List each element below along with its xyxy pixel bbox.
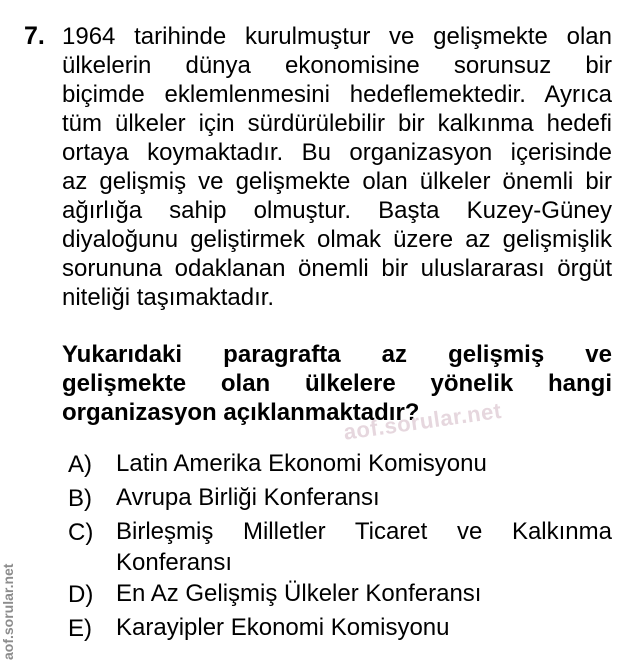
option-letter: E) xyxy=(68,615,92,642)
option-text xyxy=(116,482,612,513)
option-text xyxy=(116,448,612,479)
option-a[interactable] xyxy=(68,448,612,482)
option-c[interactable] xyxy=(68,516,612,578)
stem-line: biçimde eklemlenmesini hedeflemektedir. Ayrıca xyxy=(62,81,612,108)
stem-line: ortaya koymaktadır. Bu organizasyon içerisinde xyxy=(62,139,612,166)
stem-line: tüm ülkeler için sürdürülebilir bir kalkınma hedefi xyxy=(62,110,612,137)
stem-line: niteliği taşımaktadır. xyxy=(62,284,275,311)
stem-line: sorununa odaklanan önemli bir uluslararası örgüt xyxy=(62,255,612,282)
option-letter: C) xyxy=(68,519,94,546)
stem-line: ağırlığa sahip olmuştur. Başta Kuzey-Güney xyxy=(62,197,612,224)
question-stem xyxy=(62,22,612,312)
option-letter: A) xyxy=(68,451,92,478)
option-text-line: En Az Gelişmiş Ülkeler Konferansı xyxy=(116,580,482,607)
stem-line: 1964 tarihinde kurulmuştur ve gelişmekte olan xyxy=(62,23,612,50)
stem-line: az gelişmiş ve gelişmekte olan ülkeler önemli bir xyxy=(62,168,612,195)
option-text xyxy=(116,516,612,578)
option-text-line: Birleşmiş Milletler Ticaret ve Kalkınma xyxy=(116,518,612,545)
option-text-line: Konferansı xyxy=(116,549,233,576)
option-b[interactable] xyxy=(68,482,612,516)
prompt-line: organizasyon açıklanmaktadır? xyxy=(62,399,420,426)
answer-options xyxy=(68,448,612,646)
option-letter: B) xyxy=(68,485,92,512)
stem-line: ülkelerin dünya ekonomisine sorunsuz bir xyxy=(62,52,612,79)
stem-line: diyaloğunu geliştirmek olmak üzere az gelişmişlik xyxy=(62,226,612,253)
option-text-line: Latin Amerika Ekonomi Komisyonu xyxy=(116,450,487,477)
watermark-side: aof.sorular.net xyxy=(0,563,16,660)
watermark-center: aof.sorular.net xyxy=(342,397,504,445)
option-letter: D) xyxy=(68,581,94,608)
prompt-line: Yukarıdaki paragrafta az gelişmiş ve xyxy=(62,341,612,368)
option-text-line: Karayipler Ekonomi Komisyonu xyxy=(116,614,450,641)
question-prompt xyxy=(62,340,612,427)
option-text xyxy=(116,612,612,643)
question-number: 7. xyxy=(24,22,45,50)
option-text-line: Avrupa Birliği Konferansı xyxy=(116,484,380,511)
prompt-line: gelişmekte olan ülkelere yönelik hangi xyxy=(62,370,612,397)
option-d[interactable] xyxy=(68,578,612,612)
option-text xyxy=(116,578,612,609)
option-e[interactable] xyxy=(68,612,612,646)
